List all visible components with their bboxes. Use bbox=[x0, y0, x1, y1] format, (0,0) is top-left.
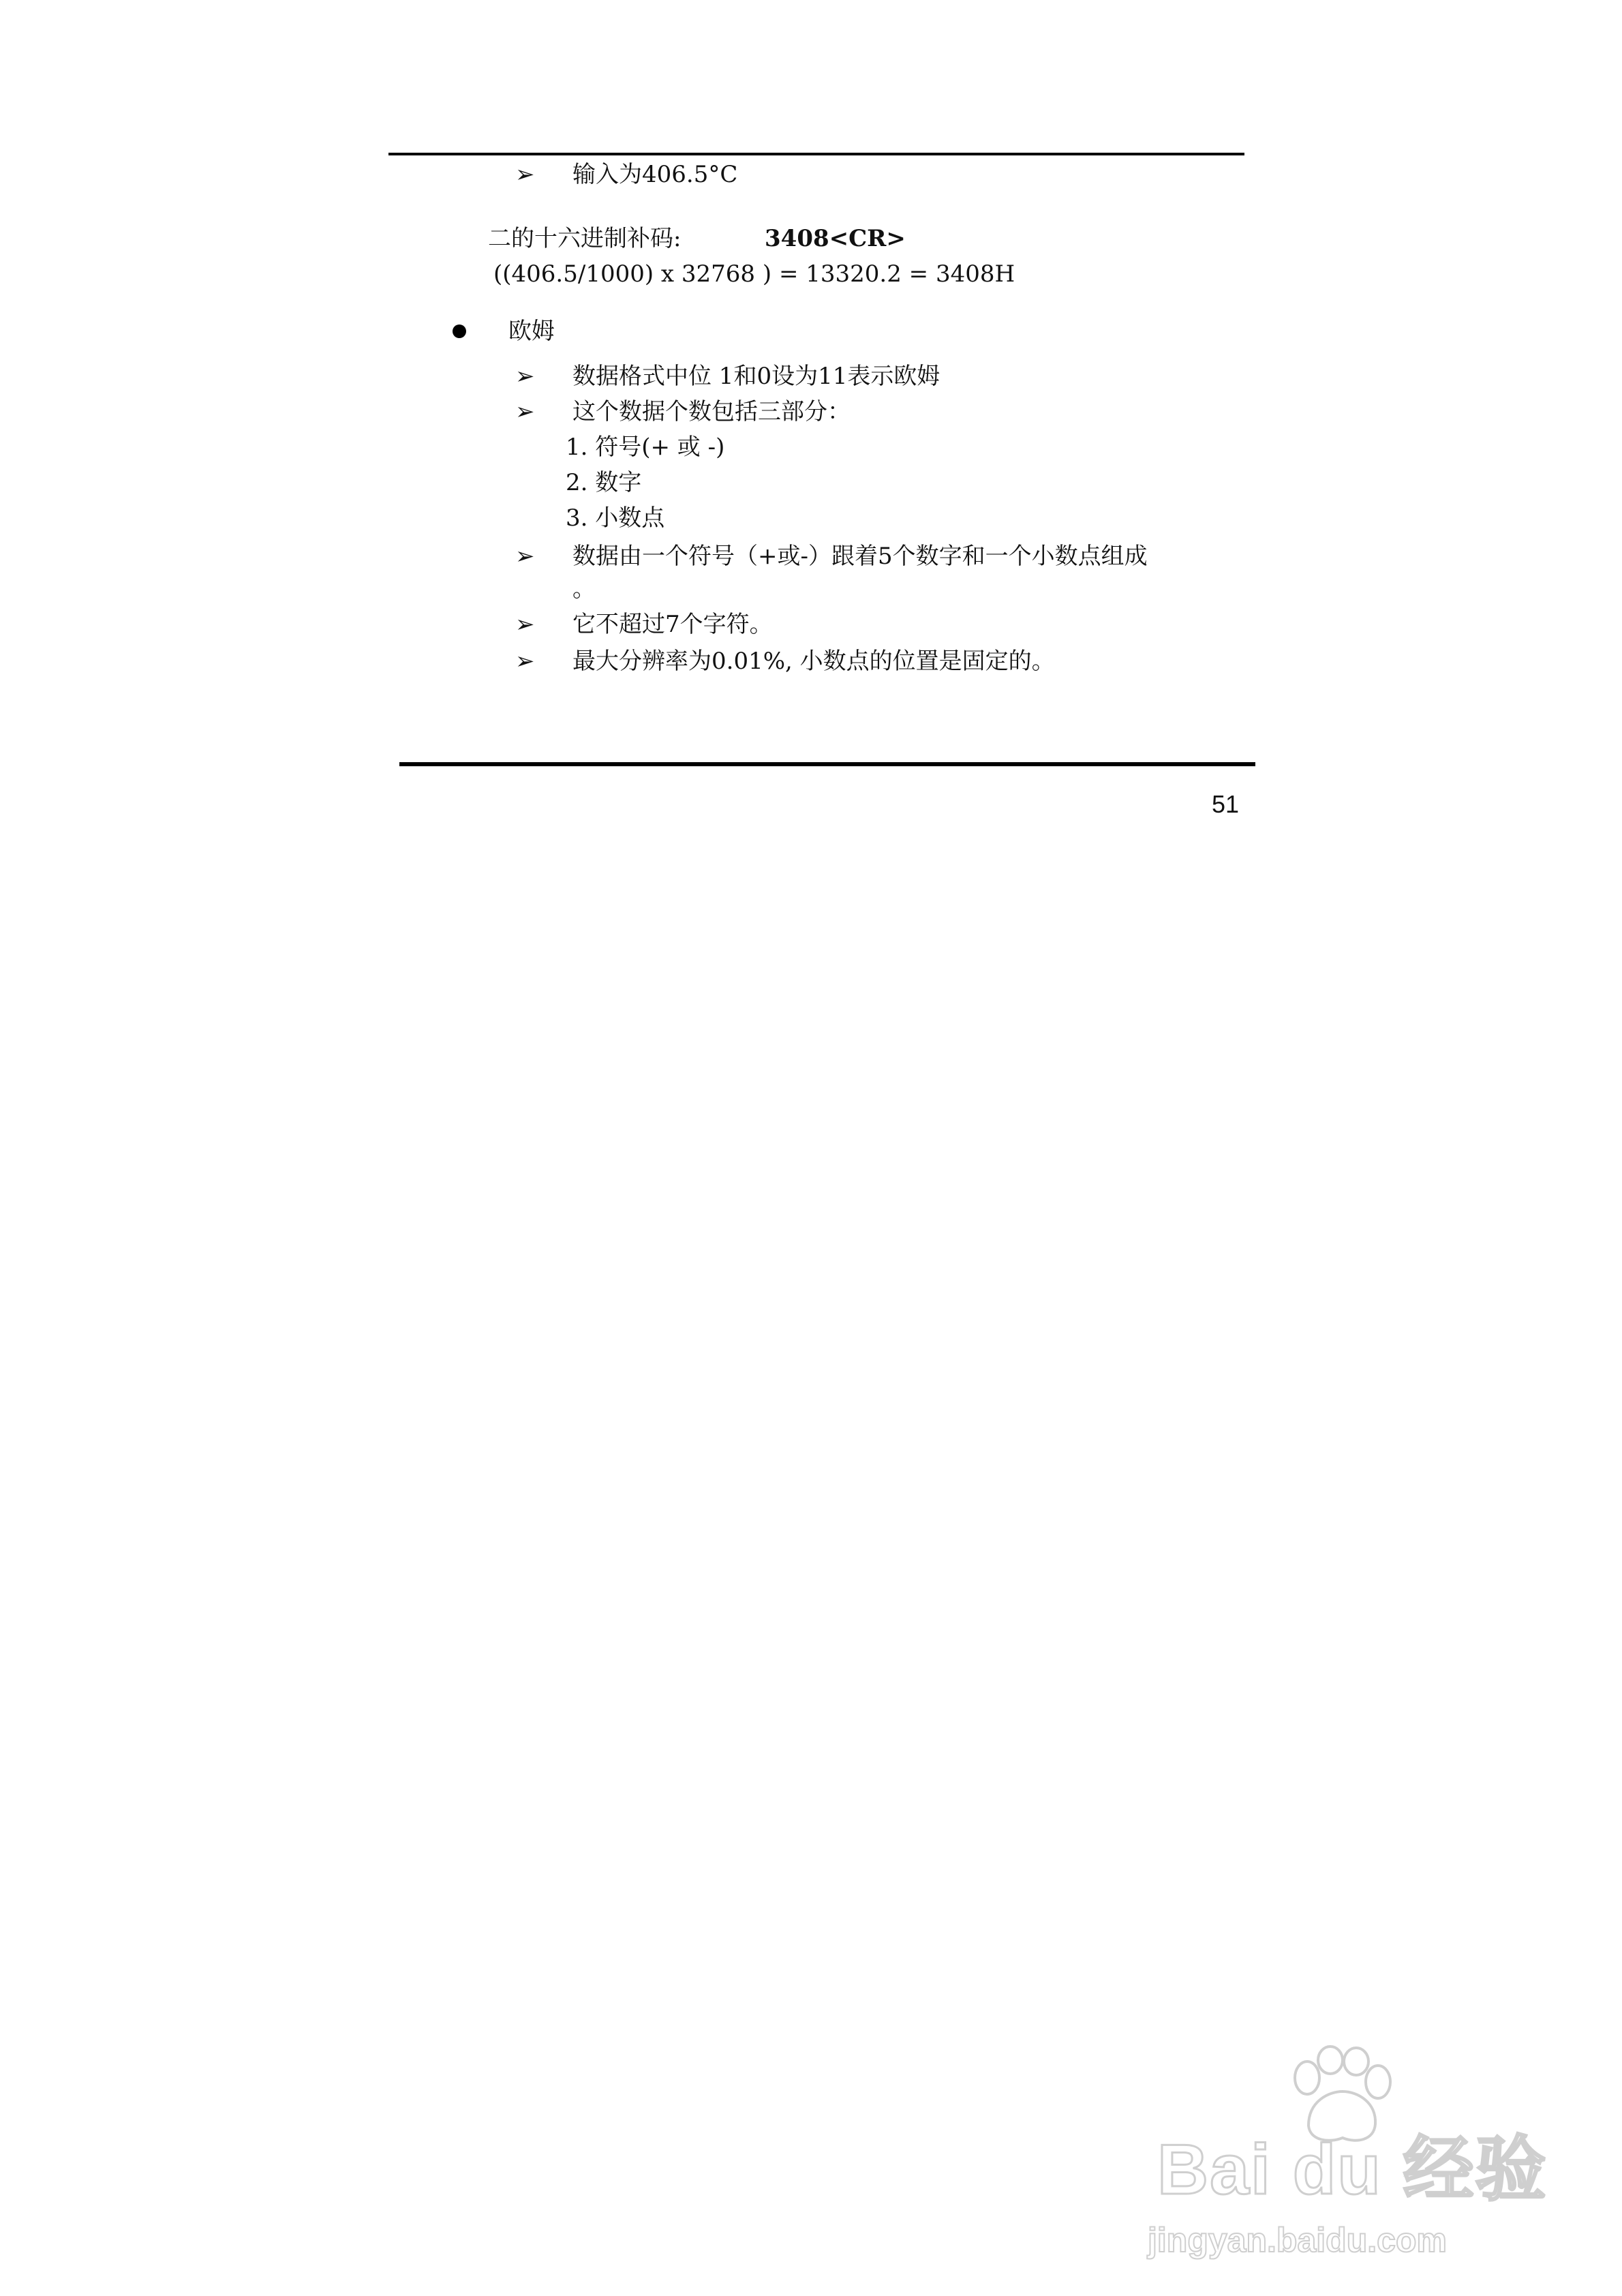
page-number: 51 bbox=[1212, 790, 1240, 818]
bottom-rule bbox=[399, 762, 1255, 766]
baidu-jingyan-watermark bbox=[1145, 2045, 1554, 2270]
ohm-item: 最大分辨率为0.01%, 小数点的位置是固定的。 bbox=[572, 648, 1055, 675]
ohm-item: 数据格式中位 1和0设为11表示欧姆 bbox=[572, 363, 940, 390]
input-line: 输入为406.5°C bbox=[572, 161, 738, 188]
ohm-item: 它不超过7个字符。 bbox=[572, 611, 773, 638]
ohm-item: 这个数据个数包括三部分： bbox=[572, 398, 851, 425]
arrow-bullet-icon: ➢ bbox=[515, 363, 535, 390]
hex-value: 3408<CR> bbox=[765, 225, 906, 252]
arrow-bullet-icon: ➢ bbox=[515, 161, 535, 188]
arrow-bullet-icon: ➢ bbox=[515, 611, 535, 638]
ohm-heading: 欧姆 bbox=[508, 318, 555, 345]
watermark-url: jingyan.baidu.com bbox=[1148, 2221, 1447, 2259]
sublist-item: 3. 小数点 bbox=[566, 504, 665, 532]
ohm-item: 数据由一个符号（+或-）跟着5个数字和一个小数点组成 bbox=[572, 543, 1148, 570]
hex-formula: ((406.5/1000) x 32768 ) = 13320.2 = 3408H bbox=[493, 260, 1015, 288]
watermark-brand: Bai du 经验 bbox=[1157, 2130, 1548, 2209]
arrow-bullet-icon: ➢ bbox=[515, 543, 535, 570]
continuation-mark: 。 bbox=[572, 575, 596, 603]
round-bullet-icon bbox=[453, 324, 466, 338]
arrow-bullet-icon: ➢ bbox=[515, 398, 535, 425]
sublist-item: 2. 数字 bbox=[566, 469, 642, 496]
top-rule bbox=[388, 153, 1244, 155]
sublist-item: 1. 符号(+ 或 -) bbox=[566, 434, 725, 461]
hex-label: 二的十六进制补码: bbox=[488, 225, 682, 252]
arrow-bullet-icon: ➢ bbox=[515, 648, 535, 675]
